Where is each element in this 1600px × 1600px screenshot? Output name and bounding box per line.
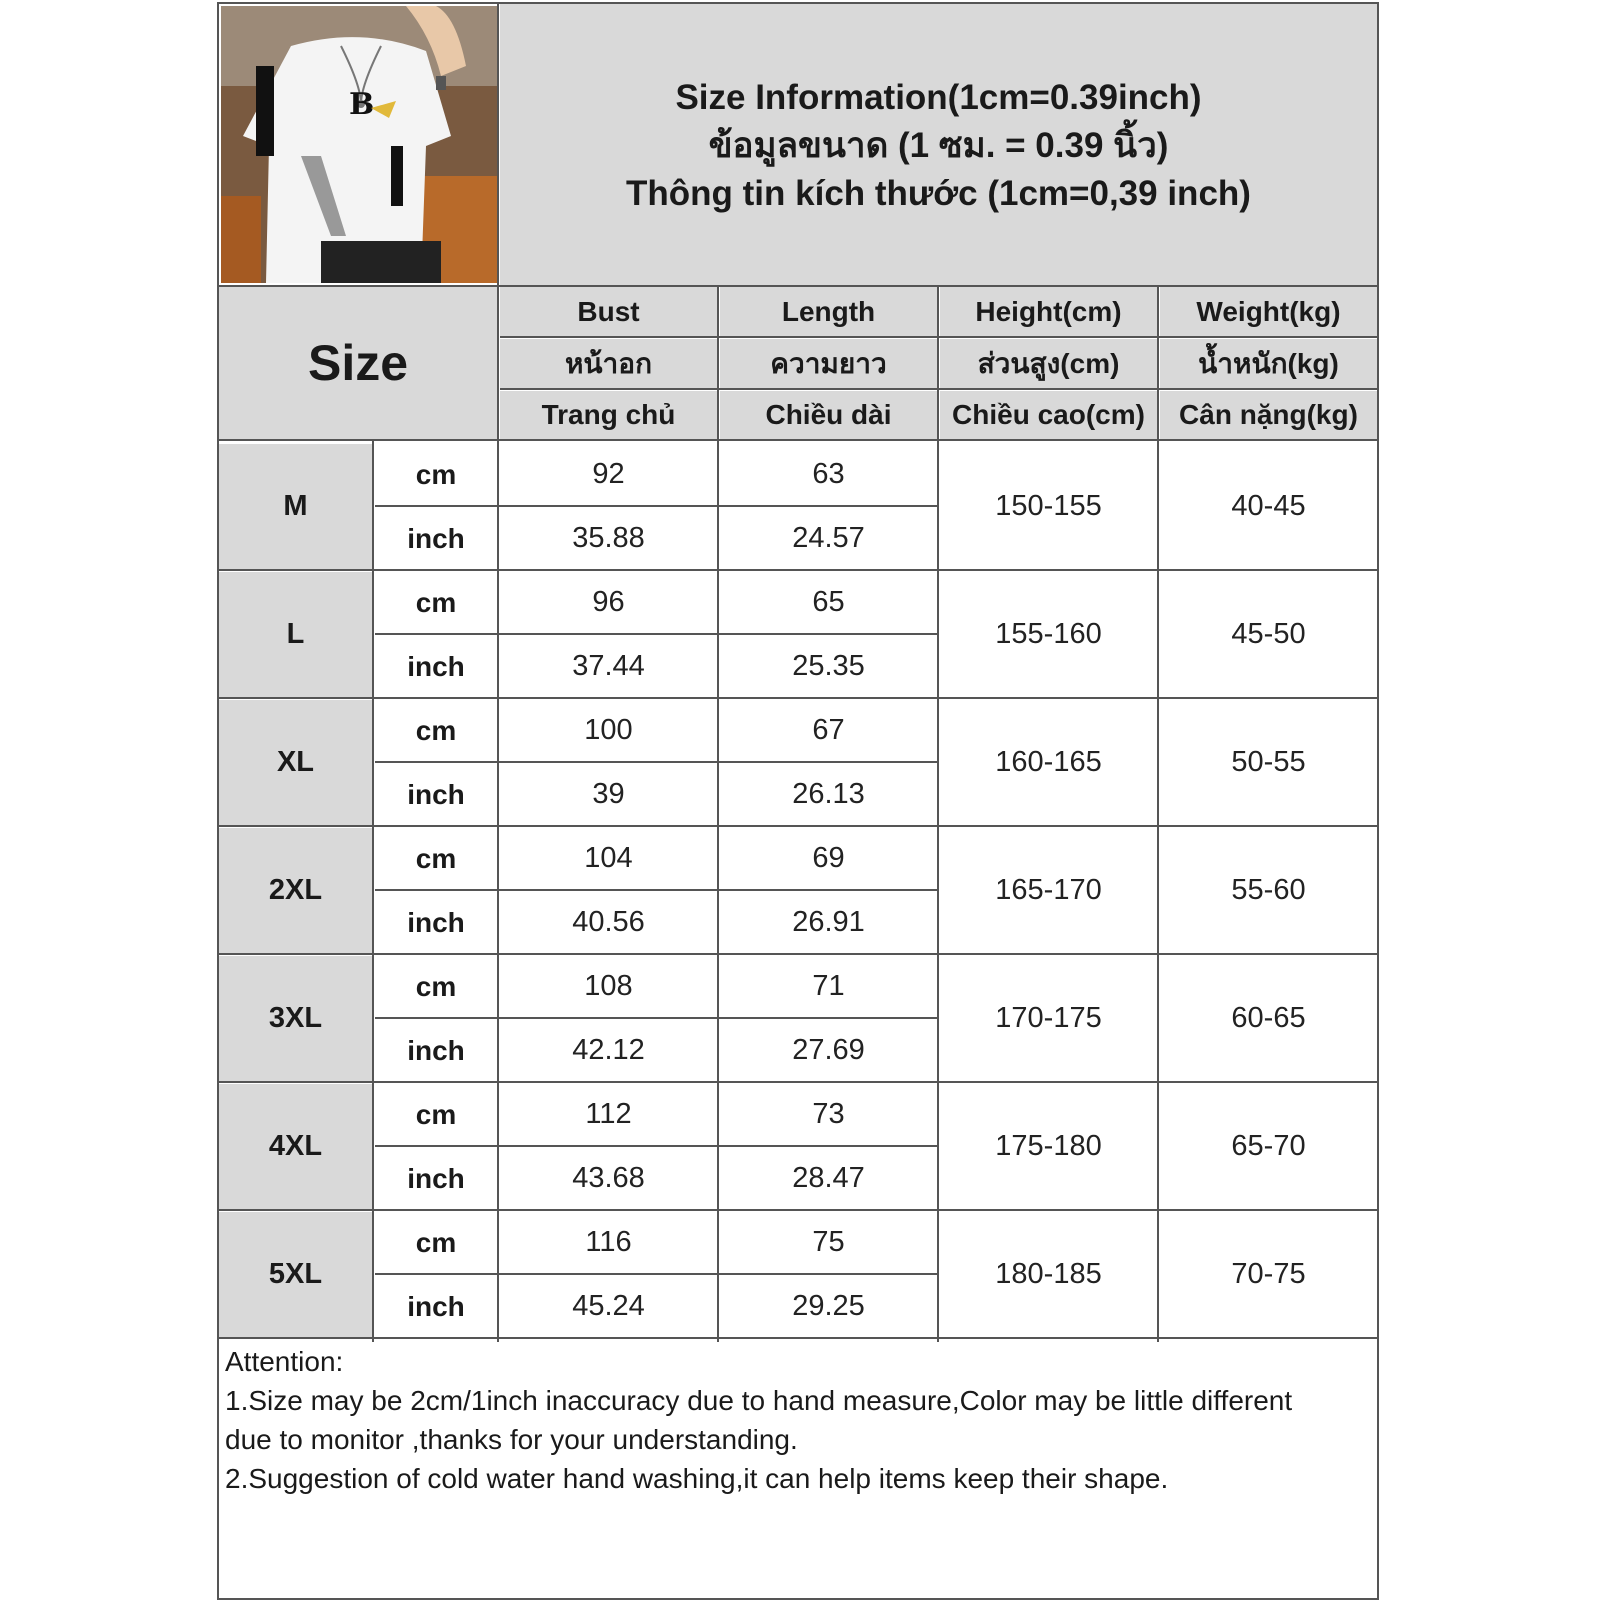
header-length-en: Length xyxy=(720,287,937,336)
length-inch-value: 29.25 xyxy=(720,1276,937,1337)
length-inch-value: 24.57 xyxy=(720,508,937,569)
size-label: 5XL xyxy=(219,1212,372,1337)
grid-line xyxy=(375,505,937,507)
bust-inch-value: 43.68 xyxy=(500,1148,717,1209)
unit-inch-label: inch xyxy=(375,508,497,569)
length-cm-value: 65 xyxy=(720,572,937,633)
header-height-vi: Chiều cao(cm) xyxy=(940,391,1157,439)
unit-inch-label: inch xyxy=(375,1276,497,1337)
unit-inch-label: inch xyxy=(375,636,497,697)
unit-cm-label: cm xyxy=(375,444,497,505)
notes-line-2: due to monitor ,thanks for your understanding. xyxy=(225,1424,798,1455)
grid-line xyxy=(219,439,1377,441)
weight-range-value: 50-55 xyxy=(1160,700,1377,825)
bust-inch-value: 42.12 xyxy=(500,1020,717,1081)
header-bust-en: Bust xyxy=(500,287,717,336)
height-range-value: 180-185 xyxy=(940,1212,1157,1337)
header-height-th: ส่วนสูง(cm) xyxy=(940,339,1157,388)
shirt-print-letter: B xyxy=(349,87,375,122)
grid-line xyxy=(500,388,1377,390)
grid-line xyxy=(219,1337,1377,1339)
unit-cm-label: cm xyxy=(375,1084,497,1145)
grid-line xyxy=(497,287,499,439)
unit-inch-label: inch xyxy=(375,1148,497,1209)
size-label: 2XL xyxy=(219,828,372,953)
height-range-value: 150-155 xyxy=(940,444,1157,569)
size-chart-sheet xyxy=(217,2,1379,1600)
grid-line xyxy=(375,1145,937,1147)
grid-line xyxy=(219,1209,1377,1211)
header-length-th: ความยาว xyxy=(720,339,937,388)
length-inch-value: 26.13 xyxy=(720,764,937,825)
grid-line xyxy=(219,285,1377,287)
title-block xyxy=(500,4,1377,287)
size-label: M xyxy=(219,444,372,569)
size-label: XL xyxy=(219,700,372,825)
bust-inch-value: 35.88 xyxy=(500,508,717,569)
length-cm-value: 67 xyxy=(720,700,937,761)
grid-line xyxy=(219,953,1377,955)
grid-line xyxy=(219,697,1377,699)
unit-cm-label: cm xyxy=(375,828,497,889)
grid-line xyxy=(497,4,499,287)
grid-line xyxy=(375,761,937,763)
size-label: L xyxy=(219,572,372,697)
bust-cm-value: 112 xyxy=(500,1084,717,1145)
grid-line xyxy=(500,336,1377,338)
notes-line-3: 2.Suggestion of cold water hand washing,it can help items keep their shape. xyxy=(225,1463,1169,1494)
length-inch-value: 25.35 xyxy=(720,636,937,697)
height-range-value: 165-170 xyxy=(940,828,1157,953)
unit-cm-label: cm xyxy=(375,1212,497,1273)
header-weight-en: Weight(kg) xyxy=(1160,287,1377,336)
weight-range-value: 40-45 xyxy=(1160,444,1377,569)
notes-heading: Attention: xyxy=(225,1346,344,1377)
size-header-cell xyxy=(219,287,497,439)
title-vietnamese: Thông tin kích thước (1cm=0,39 inch) xyxy=(626,173,1251,213)
grid-line xyxy=(219,1081,1377,1083)
title-thai: ข้อมูลขนาด (1 ซม. = 0.39 นิ้ว) xyxy=(708,125,1169,165)
attention-notes xyxy=(225,1342,1375,1498)
bust-cm-value: 96 xyxy=(500,572,717,633)
product-photo xyxy=(221,6,497,283)
bust-cm-value: 108 xyxy=(500,956,717,1017)
length-cm-value: 73 xyxy=(720,1084,937,1145)
length-inch-value: 26.91 xyxy=(720,892,937,953)
weight-range-value: 45-50 xyxy=(1160,572,1377,697)
bust-cm-value: 116 xyxy=(500,1212,717,1273)
weight-range-value: 65-70 xyxy=(1160,1084,1377,1209)
header-weight-th: น้ำหนัก(kg) xyxy=(1160,339,1377,388)
weight-range-value: 70-75 xyxy=(1160,1212,1377,1337)
title-english: Size Information(1cm=0.39inch) xyxy=(675,77,1202,117)
grid-line xyxy=(375,1273,937,1275)
grid-line xyxy=(717,287,719,1342)
bust-inch-value: 40.56 xyxy=(500,892,717,953)
length-cm-value: 69 xyxy=(720,828,937,889)
tshirt-model-illustration xyxy=(221,6,497,283)
grid-line xyxy=(937,287,939,1342)
grid-line xyxy=(219,825,1377,827)
grid-line xyxy=(375,889,937,891)
height-range-value: 160-165 xyxy=(940,700,1157,825)
length-cm-value: 63 xyxy=(720,444,937,505)
length-cm-value: 71 xyxy=(720,956,937,1017)
bust-cm-value: 100 xyxy=(500,700,717,761)
height-range-value: 155-160 xyxy=(940,572,1157,697)
size-label: 4XL xyxy=(219,1084,372,1209)
grid-line xyxy=(372,439,374,1342)
header-length-vi: Chiều dài xyxy=(720,391,937,439)
unit-cm-label: cm xyxy=(375,956,497,1017)
grid-line xyxy=(375,1017,937,1019)
header-weight-vi: Cân nặng(kg) xyxy=(1160,391,1377,439)
header-bust-vi: Trang chủ xyxy=(500,391,717,439)
bust-inch-value: 37.44 xyxy=(500,636,717,697)
length-inch-value: 28.47 xyxy=(720,1148,937,1209)
size-header-label: Size xyxy=(307,335,409,391)
length-inch-value: 27.69 xyxy=(720,1020,937,1081)
grid-line xyxy=(219,569,1377,571)
length-cm-value: 75 xyxy=(720,1212,937,1273)
bust-cm-value: 104 xyxy=(500,828,717,889)
bust-cm-value: 92 xyxy=(500,444,717,505)
unit-inch-label: inch xyxy=(375,764,497,825)
header-height-en: Height(cm) xyxy=(940,287,1157,336)
unit-cm-label: cm xyxy=(375,700,497,761)
grid-line xyxy=(1157,287,1159,1342)
unit-inch-label: inch xyxy=(375,892,497,953)
grid-line xyxy=(375,633,937,635)
unit-inch-label: inch xyxy=(375,1020,497,1081)
bust-inch-value: 39 xyxy=(500,764,717,825)
bust-inch-value: 45.24 xyxy=(500,1276,717,1337)
size-label: 3XL xyxy=(219,956,372,1081)
weight-range-value: 60-65 xyxy=(1160,956,1377,1081)
height-range-value: 170-175 xyxy=(940,956,1157,1081)
weight-range-value: 55-60 xyxy=(1160,828,1377,953)
notes-line-1: 1.Size may be 2cm/1inch inaccuracy due to hand measure,Color may be little different xyxy=(225,1385,1293,1416)
height-range-value: 175-180 xyxy=(940,1084,1157,1209)
header-bust-th: หน้าอก xyxy=(500,339,717,388)
unit-cm-label: cm xyxy=(375,572,497,633)
